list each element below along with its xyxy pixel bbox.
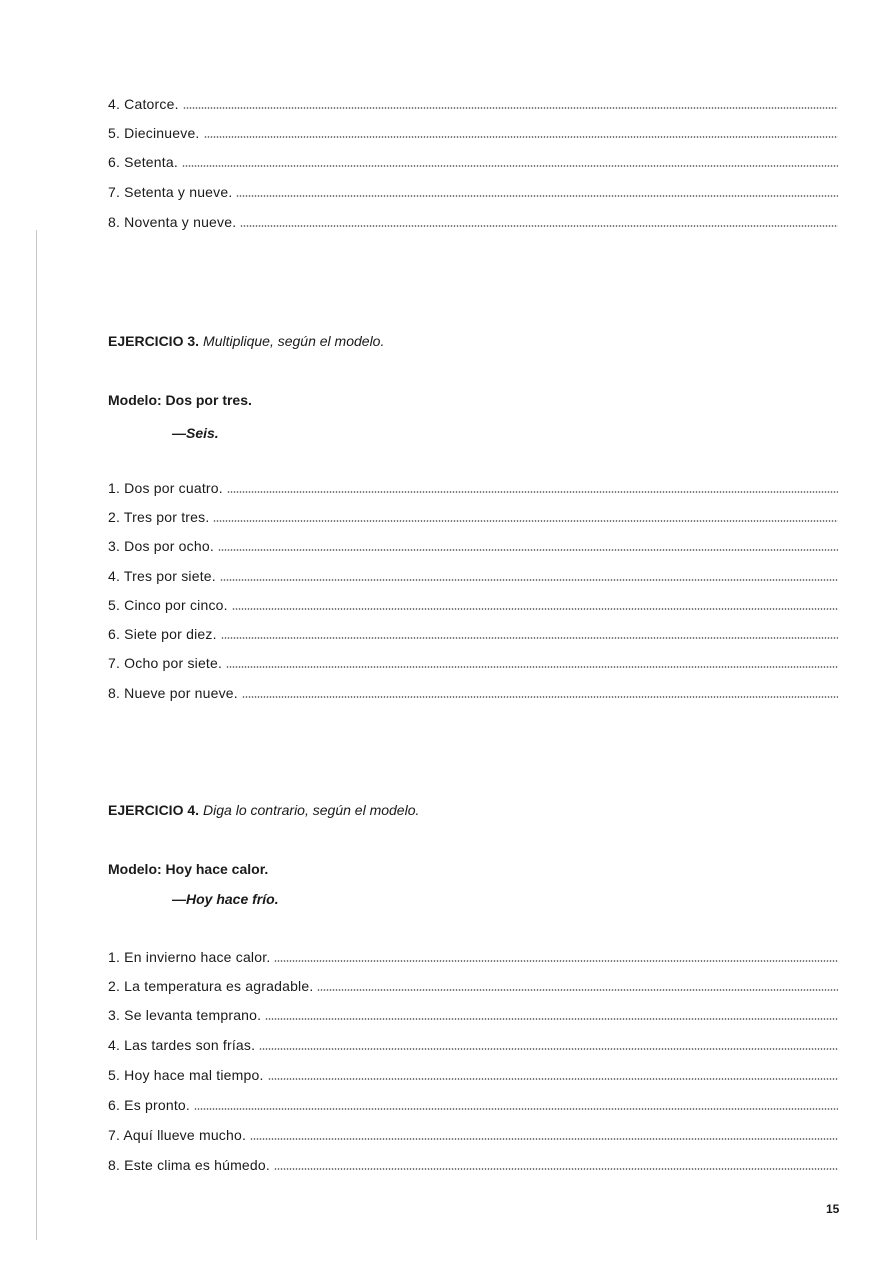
answer-blank xyxy=(194,1108,838,1110)
item-text: 1. Dos por cuatro. xyxy=(108,480,223,496)
item-text: 8. Noventa y nueve. xyxy=(108,214,237,230)
item-text: 6. Siete por diez. xyxy=(108,626,217,642)
item-text: 6. Setenta. xyxy=(108,154,178,170)
answer-line xyxy=(108,567,838,585)
item-text: 6. Es pronto. xyxy=(108,1097,190,1113)
answer-blank xyxy=(183,107,838,109)
item-text: 8. Nueve por nueve. xyxy=(108,685,238,701)
answer-blank xyxy=(265,1018,838,1020)
page-number: 15 xyxy=(826,1202,840,1216)
answer-line xyxy=(108,625,838,643)
answer-blank xyxy=(268,1078,838,1080)
exercise-instruction: Diga lo contrario, según el modelo. xyxy=(203,802,420,818)
answer-line xyxy=(108,95,838,113)
item-text: 7. Aquí llueve mucho. xyxy=(108,1127,247,1143)
exercise-label: EJERCICIO 4. xyxy=(108,802,200,818)
answer-blank xyxy=(236,195,838,197)
answer-blank xyxy=(204,136,838,138)
item-text: 5. Diecinueve. xyxy=(108,125,200,141)
answer-line xyxy=(108,508,838,526)
item-text: 4. Las tardes son frías. xyxy=(108,1037,256,1053)
answer-blank xyxy=(182,165,838,167)
answer-line xyxy=(108,596,838,614)
answer-line xyxy=(108,684,838,702)
item-text: 2. Tres por tres. xyxy=(108,509,210,525)
item-text: 1. En invierno hace calor. xyxy=(108,949,271,965)
exercise-instruction: Multiplique, según el modelo. xyxy=(203,333,385,349)
answer-line xyxy=(108,479,838,497)
answer-line xyxy=(108,1006,838,1024)
answer-blank xyxy=(227,491,838,493)
answer-line xyxy=(108,654,838,672)
answer-line xyxy=(108,977,838,995)
item-text: 4. Tres por siete. xyxy=(108,568,216,584)
answer-line xyxy=(108,537,838,555)
answer-blank xyxy=(250,1138,838,1140)
answer-blank xyxy=(274,1168,838,1170)
item-text: 5. Hoy hace mal tiempo. xyxy=(108,1067,264,1083)
model-answer: —Hoy hace frío. xyxy=(172,891,279,907)
answer-line xyxy=(108,153,838,171)
answer-line xyxy=(108,948,838,966)
item-text: 3. Dos por ocho. xyxy=(108,538,214,554)
model-answer: —Seis. xyxy=(172,425,219,441)
answer-line xyxy=(108,213,838,231)
item-text: 3. Se levanta temprano. xyxy=(108,1007,262,1023)
answer-blank xyxy=(221,637,838,639)
binding-line xyxy=(36,230,37,1240)
exercise-4-heading xyxy=(108,801,419,819)
answer-line xyxy=(108,1156,838,1174)
answer-blank xyxy=(232,608,838,610)
answer-line xyxy=(108,1066,838,1084)
item-text: 8. Este clima es húmedo. xyxy=(108,1157,270,1173)
item-text: 7. Setenta y nueve. xyxy=(108,184,233,200)
exercise-label: EJERCICIO 3. xyxy=(108,333,200,349)
answer-blank xyxy=(226,666,838,668)
model-title: Modelo: Hoy hace calor. xyxy=(108,861,269,877)
item-text: 7. Ocho por siete. xyxy=(108,655,223,671)
item-text: 2. La temperatura es agradable. xyxy=(108,978,314,994)
item-text: 5. Cinco por cinco. xyxy=(108,597,228,613)
answer-blank xyxy=(259,1048,838,1050)
answer-blank xyxy=(242,696,838,698)
answer-line xyxy=(108,1126,838,1144)
exercise-3-heading xyxy=(108,332,384,350)
answer-blank xyxy=(240,225,838,227)
answer-blank xyxy=(218,549,838,551)
answer-line xyxy=(108,124,838,142)
answer-blank xyxy=(274,960,838,962)
answer-line xyxy=(108,1096,838,1114)
item-text: 4. Catorce. xyxy=(108,96,179,112)
answer-blank xyxy=(317,989,838,991)
model-title: Modelo: Dos por tres. xyxy=(108,392,252,408)
answer-line xyxy=(108,183,838,201)
answer-blank xyxy=(213,520,838,522)
answer-line xyxy=(108,1036,838,1054)
answer-blank xyxy=(220,579,838,581)
